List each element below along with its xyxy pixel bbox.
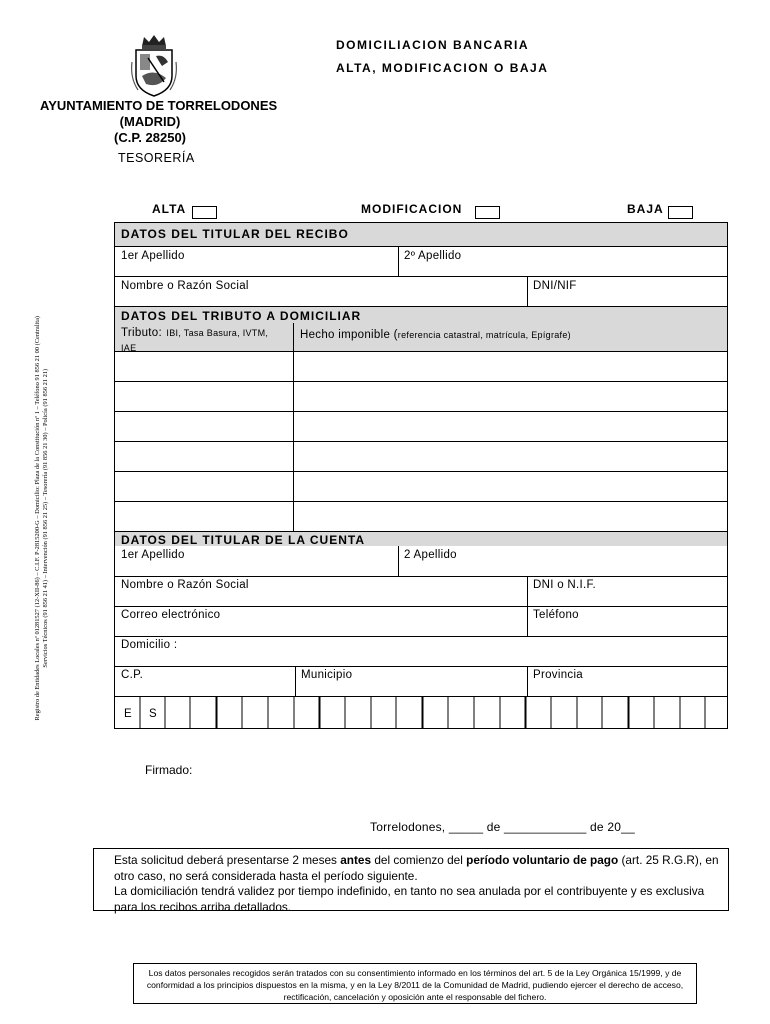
side-text-line2: Servicios Técnicos (91 856 21 41) – Intervención (91 856 21 25) – Tesorería (91 856 21 30) – Policía (91 856 21 21) xyxy=(42,368,49,668)
iban-country-s: S xyxy=(149,708,157,720)
hecho-imponible-block xyxy=(300,325,571,343)
tributo-label: Tributo: xyxy=(121,327,162,339)
form-subtitle: ALTA, MODIFICACION O BAJA xyxy=(336,61,549,75)
cuenta-provincia-label: Provincia xyxy=(533,669,583,681)
coat-of-arms-icon xyxy=(128,32,180,98)
form-title: DOMICILIACION BANCARIA xyxy=(336,38,529,52)
cuenta-telefono-label: Teléfono xyxy=(533,609,579,621)
tributo-options-iae: IAE xyxy=(121,343,137,353)
recibo-apellido2-label: 2º Apellido xyxy=(404,250,462,262)
table-divider xyxy=(527,577,528,636)
notice-text: (art. 25 R.G.R), en otro caso, no será considerada hasta el período siguiente. xyxy=(114,853,719,883)
recibo-nombre-label: Nombre o Razón Social xyxy=(121,280,249,292)
table-divider xyxy=(295,667,296,696)
table-divider xyxy=(398,247,399,276)
table-divider xyxy=(114,441,728,442)
table-divider xyxy=(114,306,728,307)
section-title-titular-recibo: DATOS DEL TITULAR DEL RECIBO xyxy=(121,227,349,241)
section-title-tributo: DATOS DEL TRIBUTO A DOMICILIAR xyxy=(121,309,362,323)
table-divider xyxy=(114,471,728,472)
option-modificacion-label: MODIFICACION xyxy=(361,202,463,216)
table-divider xyxy=(114,576,728,577)
table-divider xyxy=(527,667,528,696)
cuenta-apellido2-label: 2 Apellido xyxy=(404,549,457,561)
notice-text: Esta solicitud deberá presentarse 2 meses xyxy=(114,853,341,867)
notice-paragraph-1 xyxy=(114,853,720,884)
notice-emphasis-antes: antes xyxy=(340,853,372,867)
table-divider xyxy=(114,531,728,532)
iban-country-e: E xyxy=(124,708,132,720)
organization-region: (MADRID) xyxy=(119,114,181,129)
hecho-imponible-label: Hecho imponible ( xyxy=(300,329,398,341)
date-line: Torrelodones, _____ de ____________ de 20__ xyxy=(370,820,635,834)
table-divider xyxy=(293,323,294,531)
organization-postcode: (C.P. 28250) xyxy=(113,130,187,145)
signature-label: Firmado: xyxy=(145,763,193,777)
recibo-apellido1-label: 1er Apellido xyxy=(121,250,185,262)
cuenta-cp-label: C.P. xyxy=(121,669,144,681)
iban-digit-boxes[interactable] xyxy=(114,696,728,729)
table-divider xyxy=(114,501,728,502)
table-divider xyxy=(114,246,728,247)
table-divider xyxy=(114,666,728,667)
table-divider xyxy=(114,381,728,382)
tributo-options: IBI, Tasa Basura, IVTM, xyxy=(166,328,269,338)
table-divider xyxy=(398,546,399,576)
side-registry-text xyxy=(34,208,50,828)
table-divider xyxy=(114,606,728,607)
option-alta-checkbox[interactable] xyxy=(192,206,217,219)
cuenta-domicilio-label: Domicilio : xyxy=(121,639,178,651)
notice-emphasis-periodo: período voluntario de pago xyxy=(466,853,619,867)
table-divider xyxy=(114,411,728,412)
form-table xyxy=(114,222,728,729)
recibo-dni-label: DNI/NIF xyxy=(533,280,577,292)
organization-block xyxy=(40,98,278,146)
table-divider xyxy=(114,636,728,637)
notice-box xyxy=(93,848,729,914)
department-label: TESORERÍA xyxy=(118,151,195,165)
option-baja-checkbox[interactable] xyxy=(668,206,693,219)
hecho-imponible-detail: referencia catastral, matrícula, Epígrafe) xyxy=(397,330,571,340)
option-baja-label: BAJA xyxy=(627,202,664,216)
notice-text: del comienzo del xyxy=(371,853,467,867)
tributo-label-block xyxy=(121,325,268,355)
cuenta-apellido1-label: 1er Apellido xyxy=(121,549,185,561)
table-divider xyxy=(114,276,728,277)
privacy-notice: Los datos personales recogidos serán tratados con su consentimiento informado en los términos del art. 5 de la Ley Orgánica 15/1999, y de conformidad a los principios dispuestos en la misma, y en la Ley 8/2011 de la Comunidad de Madrid, pudiendo ejercer el derecho de acceso, rectificación, cancelación y oposición ante el responsable del fichero. xyxy=(133,963,697,1004)
side-text-line1: Registro de Entidades Locales nº 01281527 (12-XII-86) – C.I.F. P-2815200-G – Domicilio: Plaza de la Constitución nº 1 – Teléfono 91 856 21 00 (Centralita) xyxy=(33,315,41,721)
section-title-titular-cuenta: DATOS DEL TITULAR DE LA CUENTA xyxy=(121,533,365,547)
cuenta-municipio-label: Municipio xyxy=(301,669,353,681)
notice-paragraph-2: La domiciliación tendrá validez por tiempo indefinido, en tanto no sea anulada por el contribuyente y es exclusiva para los recibos arriba detallados. xyxy=(114,884,705,914)
cuenta-nombre-label: Nombre o Razón Social xyxy=(121,579,249,591)
table-divider xyxy=(527,277,528,306)
option-modificacion-checkbox[interactable] xyxy=(475,206,500,219)
cuenta-dni-label: DNI o N.I.F. xyxy=(533,579,597,591)
option-alta-label: ALTA xyxy=(152,202,187,216)
organization-name: AYUNTAMIENTO DE TORRELODONES xyxy=(40,98,278,113)
cuenta-correo-label: Correo electrónico xyxy=(121,609,221,621)
